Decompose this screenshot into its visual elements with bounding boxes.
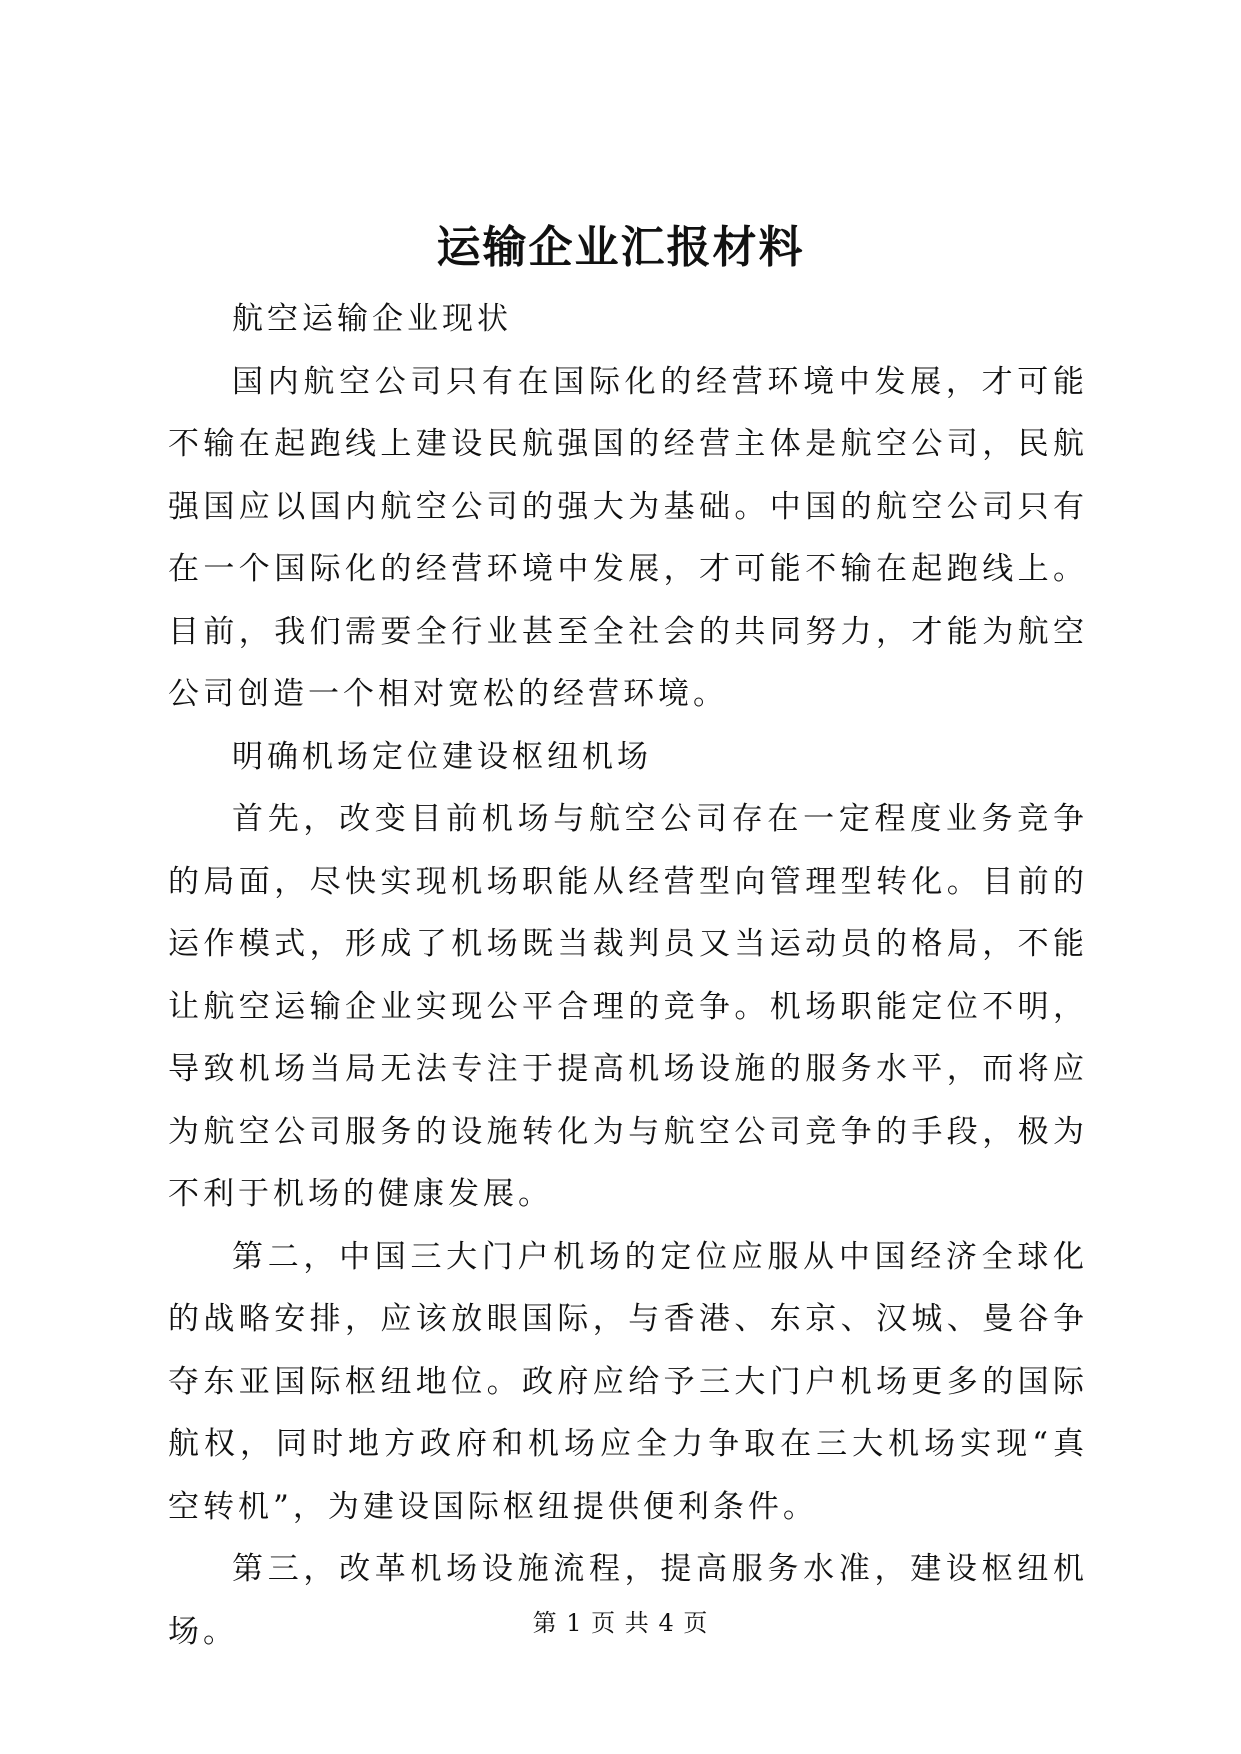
document-title: 运输企业汇报材料 [436, 222, 805, 273]
paragraph-first: 首先，改变目前机场与航空公司存在一定程度业务竞争的局面，尽快实现机场职能从经营型向管理型转化。目前的运作模式，形成了机场既当裁判员又当运动员的格局，不能让航空运输企业实现公平合理的竞争。机场职能定位不明，导致机场当局无法专注于提高机场设施的服务水平，而将应为航空公司服务的设施转化为与航空公司竞争的手段，极为不利于机场的健康发展。 [168, 801, 1088, 1212]
document-body [168, 288, 1088, 1663]
page-number-footer: 第 1 页 共 4 页 [532, 1609, 709, 1637]
paragraph-third: 第三，改革机场设施流程，提高服务水准，建设枢纽机场。 [168, 1551, 1088, 1650]
section-heading-status: 航空运输企业现状 [232, 301, 512, 337]
paragraph-international-environment: 国内航空公司只有在国际化的经营环境中发展，才可能不输在起跑线上建设民航强国的经营主体是航空公司，民航强国应以国内航空公司的强大为基础。中国的航空公司只有在一个国际化的经营环境中发展，才可能不输在起跑线上。目前，我们需要全行业甚至全社会的共同努力，才能为航空公司创造一个相对宽松的经营环境。 [168, 363, 1088, 712]
paragraph-second: 第二，中国三大门户机场的定位应服从中国经济全球化的战略安排，应该放眼国际，与香港、东京、汉城、曼谷争夺东亚国际枢纽地位。政府应给予三大门户机场更多的国际航权，同时地方政府和机场应全力争取在三大机场实现“真空转机”，为建设国际枢纽提供便利条件。 [168, 1238, 1088, 1525]
section-heading-airport-positioning: 明确机场定位建设枢纽机场 [232, 738, 652, 775]
